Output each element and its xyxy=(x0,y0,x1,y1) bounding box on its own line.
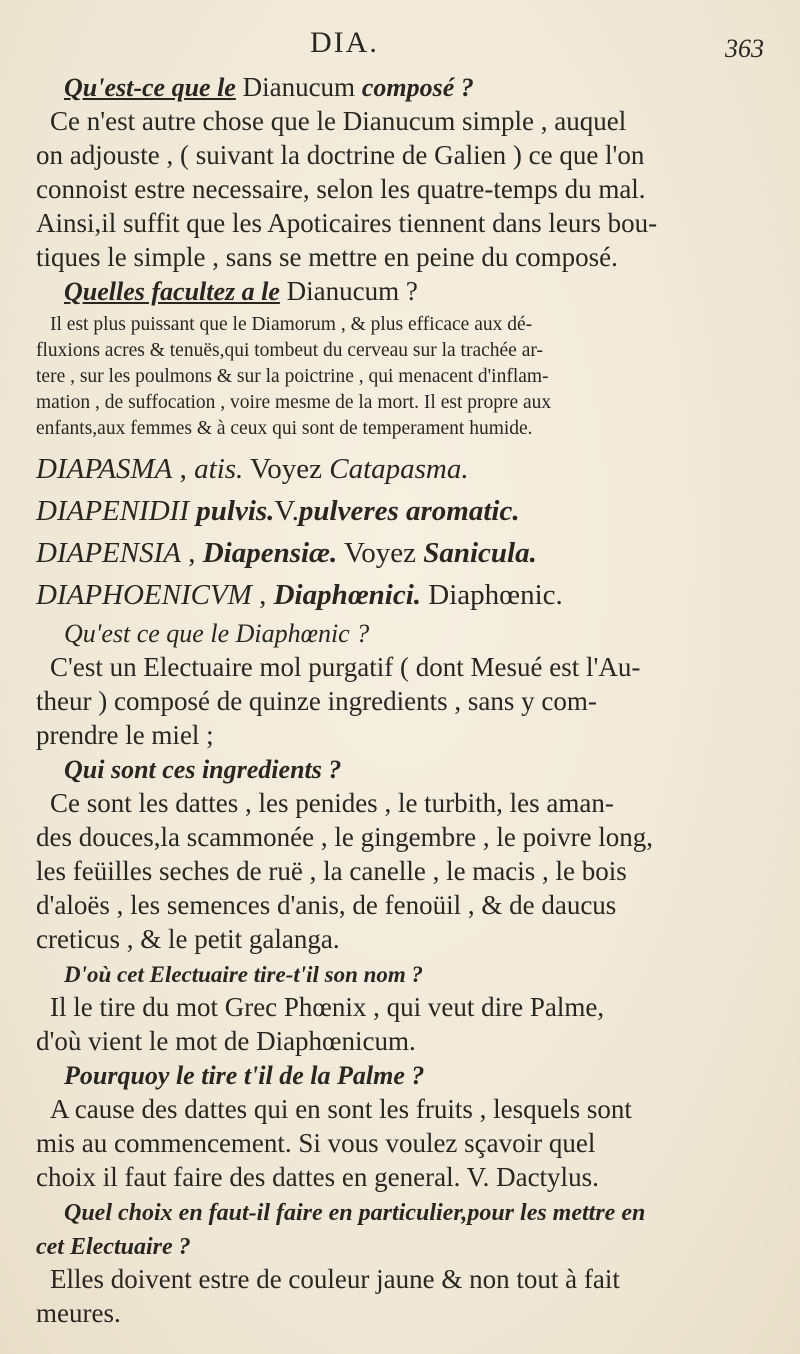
answer-particular-choice xyxy=(36,1262,778,1330)
small-text-line: mation , de suffocation , voire mesme de la mort. Il est propre aux xyxy=(36,392,552,413)
question-particular-choice-cont: cet Electuaire ? xyxy=(36,1234,191,1260)
text-line: d'où vient le mot de Diaphœnicum. xyxy=(36,1026,416,1056)
text-line: choix il faut faire des dattes en general. V. Dactylus. xyxy=(36,1162,599,1192)
text-line: Il le tire du mot Grec Phœnix , qui veut dire Palme, xyxy=(50,992,605,1022)
question-why-palm: Pourquoy le tire t'il de la Palme ? xyxy=(64,1061,425,1090)
small-text-line: enfants,aux femmes & à ceux qui sont de temperament humide. xyxy=(36,418,533,439)
small-text-line: Il est plus puissant que le Diamorum , & plus efficace aux dé- xyxy=(50,314,533,335)
text-line: Ce sont les dattes , les penides , le turbith, les aman- xyxy=(50,788,614,818)
question-particular-choice: Quel choix en faut-il faire en particulier,pour les mettre en xyxy=(64,1200,646,1226)
answer-dianucum-faculties xyxy=(36,312,778,442)
page-body xyxy=(36,70,778,1330)
entry-list xyxy=(36,448,778,616)
answer-why-palm xyxy=(36,1092,778,1194)
text-line: Ce n'est autre chose que le Dianucum simple , auquel xyxy=(50,106,627,136)
answer-ingredients xyxy=(36,786,778,956)
entry-diapensia: DIAPENSIA , Diapensiæ. Voyez Sanicula. xyxy=(36,537,537,569)
text-line: mis au commencement. Si vous voulez sçavoir quel xyxy=(36,1128,596,1158)
text-line: on adjouste , ( suivant la doctrine de Galien ) ce que l'on xyxy=(36,140,645,170)
entry-diapenidii: DIAPENIDII pulvis.V.pulveres aromatic. xyxy=(36,495,520,527)
small-text-line: tere , sur les poulmons & sur la poictrine , qui menacent d'inflam- xyxy=(36,366,549,387)
question-what-is-diaphoenic: Qu'est ce que le Diaphœnic ? xyxy=(64,619,370,648)
text-line: C'est un Electuaire mol purgatif ( dont Mesué est l'Au- xyxy=(50,652,641,682)
text-line: A cause des dattes qui en sont les fruits , lesquels sont xyxy=(50,1094,632,1124)
page-header xyxy=(0,26,800,66)
page-number: 363 xyxy=(725,34,764,63)
text-line: tiques le simple , sans se mettre en peine du composé. xyxy=(36,242,618,272)
text-line: theur ) composé de quinze ingredients , sans y com- xyxy=(36,686,597,716)
text-line: connoist estre necessaire, selon les quatre-temps du mal. xyxy=(36,174,646,204)
answer-name-origin xyxy=(36,990,778,1058)
entry-diaphoenicum: DIAPHOENICVM , Diaphœnici. Diaphœnic. xyxy=(36,579,563,611)
answer-what-is-diaphoenic xyxy=(36,650,778,752)
text-line: prendre le miel ; xyxy=(36,720,214,750)
text-line: Ainsi,il suffit que les Apoticaires tiennent dans leurs bou- xyxy=(36,208,658,238)
text-line: Elles doivent estre de couleur jaune & non tout à fait xyxy=(50,1264,620,1294)
question-dianucum-faculties: Quelles facultez a le Dianucum ? xyxy=(64,276,418,306)
text-line: meures. xyxy=(36,1298,121,1328)
text-line: les feüilles seches de ruë , la canelle , le macis , le bois xyxy=(36,856,627,886)
question-composed-dianucum: Qu'est-ce que le Dianucum composé ? xyxy=(64,72,474,102)
running-head: DIA. xyxy=(310,26,379,59)
entry-diapasma: DIAPASMA , atis. Voyez Catapasma. xyxy=(36,453,469,485)
text-line: des douces,la scammonée , le gingembre , le poivre long, xyxy=(36,822,654,852)
answer-composed-dianucum xyxy=(36,104,778,274)
text-line: creticus , & le petit galanga. xyxy=(36,924,340,954)
text-line: d'aloës , les semences d'anis, de fenoüil , & de daucus xyxy=(36,890,617,920)
question-name-origin: D'où cet Electuaire tire-t'il son nom ? xyxy=(64,962,424,987)
question-ingredients: Qui sont ces ingredients ? xyxy=(64,755,342,784)
small-text-line: fluxions acres & tenuës,qui tombeut du cerveau sur la trachée ar- xyxy=(36,340,543,361)
